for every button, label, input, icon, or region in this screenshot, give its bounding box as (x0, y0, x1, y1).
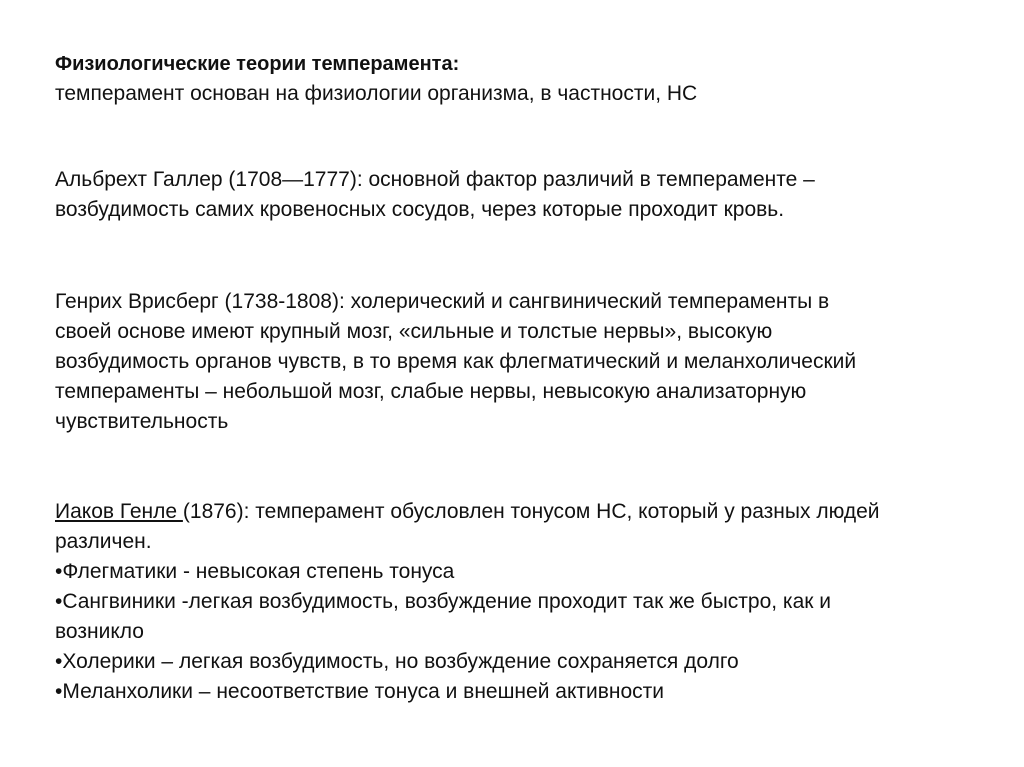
slide-content (55, 50, 985, 707)
slide-title: Физиологические теории темперамента: (55, 53, 460, 75)
haller-line-2: возбудимость самих кровеносных сосудов, через которые проходит кровь. (55, 198, 785, 221)
vrisberg-line-5: чувствительность (55, 410, 229, 433)
henle-line-2: различен. (55, 530, 152, 553)
spacer (55, 437, 985, 497)
vrisberg-line-2: своей основе имеют крупный мозг, «сильные и толстые нервы», высокую (55, 320, 773, 343)
spacer (55, 225, 985, 287)
intro-text: темперамент основан на физиологии организма, в частности, НС (55, 82, 698, 105)
haller-line-1: Альбрехт Галлер (1708—1777): основной фактор различий в темпераменте – (55, 168, 815, 191)
spacer (55, 109, 985, 165)
henle-name: Иаков Генле (55, 500, 183, 523)
bullet-sanguine-line-1: •Сангвиники -легкая возбудимость, возбуждение проходит так же быстро, как и (55, 590, 832, 613)
henle-paragraph (55, 497, 985, 707)
bullet-melancholic: •Меланхолики – несоответствие тонуса и внешней активности (55, 680, 665, 703)
vrisberg-paragraph (55, 287, 985, 437)
bullet-choleric: •Холерики – легкая возбудимость, но возбуждение сохраняется долго (55, 650, 739, 673)
haller-paragraph (55, 165, 985, 225)
henle-line-1-rest: (1876): темперамент обусловлен тонусом НС, который у разных людей (182, 500, 880, 523)
bullet-sanguine-line-2: возникло (55, 620, 144, 643)
bullet-phlegmatic: •Флегматики - невысокая степень тонуса (55, 560, 455, 583)
vrisberg-line-3: возбудимость органов чувств, в то время как флегматический и меланхолический (55, 350, 857, 373)
vrisberg-line-1: Генрих Врисберг (1738-1808): холерический и сангвинический темпераменты в (55, 290, 830, 313)
vrisberg-line-4: темпераменты – небольшой мозг, слабые нервы, невысокую анализаторную (55, 380, 807, 403)
henle-line-1 (55, 497, 985, 527)
